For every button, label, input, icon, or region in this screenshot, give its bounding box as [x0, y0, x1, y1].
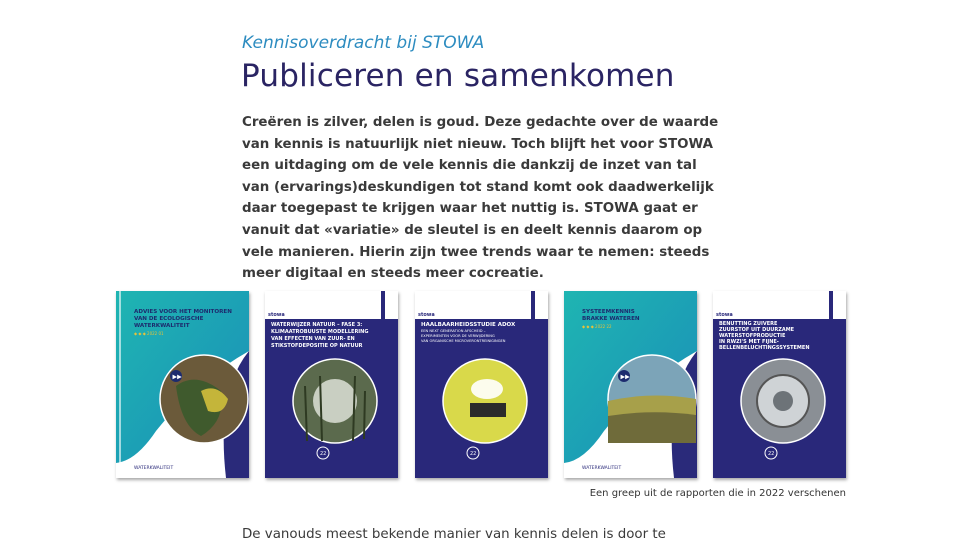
- svg-text:stowa: stowa: [268, 312, 285, 318]
- svg-text:BELLENBELUCHTINGSSYSTEMEN: BELLENBELUCHTINGSSYSTEMEN: [719, 345, 810, 351]
- svg-text:22: 22: [320, 451, 327, 457]
- svg-text:WATERSTOFPRODUCTIE: WATERSTOFPRODUCTIE: [719, 333, 786, 339]
- covers-caption: Een greep uit de rapporten die in 2022 verschenen: [589, 488, 846, 499]
- section-kicker: Kennisoverdracht bij STOWA: [242, 33, 485, 53]
- svg-text:STIKSTOFDEPOSITIE OP NATUUR: STIKSTOFDEPOSITIE OP NATUUR: [271, 343, 363, 349]
- svg-text:22: 22: [768, 451, 775, 457]
- svg-text:SYSTEEMKENNIS: SYSTEEMKENNIS: [582, 309, 635, 315]
- report-cover-2: [265, 291, 398, 478]
- cover-1-title-line: VAN DE ECOLOGISCHE: [134, 316, 204, 322]
- cover-1-title-line: WATERKWALITEIT: [134, 323, 190, 329]
- report-covers: [116, 291, 848, 481]
- svg-text:WATERKWALITEIT: WATERKWALITEIT: [134, 466, 174, 471]
- intro-paragraph: Creëren is zilver, delen is goud. Deze gedachte over de waarde van kennis is natuurlijk niet nieuw. Toch blijft het voor STOWA een uitdaging om de vele kennis die dankzij de inzet van tal van (ervarings)deskundigen tot stand komt ook daadwerkelijk daar toegepast te krijgen waar het nuttig is. STOWA gaat er vanuit dat «variatie» de sleutel is en deelt kennis daarom op vele manieren. Hierin zijn twee trends waar te nemen: steeds meer digitaal en steeds meer cocreatie.: [242, 115, 719, 282]
- svg-text:BRAKKE WATEREN: BRAKKE WATEREN: [582, 316, 640, 322]
- continuation-paragraph: De vanouds meest bekende manier van kennis delen is door te: [242, 527, 666, 542]
- cover-1-title-line: ADVIES VOOR HET MONITOREN: [134, 309, 232, 315]
- svg-text:VAN EFFECTEN VAN ZUUR- EN: VAN EFFECTEN VAN ZUUR- EN: [271, 336, 355, 342]
- svg-text:HAALBAARHEIDSSTUDIE ADOX: HAALBAARHEIDSSTUDIE ADOX: [421, 322, 516, 328]
- report-cover-3: [415, 291, 548, 478]
- svg-text:VAN ORGANISCHE MICROVERONTREIN: VAN ORGANISCHE MICROVERONTREINIGINGEN: [421, 339, 506, 343]
- svg-text:EEN NEXT GENERATION AFSCHEID –: EEN NEXT GENERATION AFSCHEID –: [421, 329, 486, 333]
- svg-text:ZUURSTOF UIT DUURZAME: ZUURSTOF UIT DUURZAME: [719, 327, 795, 333]
- report-cover-1: [116, 291, 249, 478]
- svg-text:◆ ◆ ◆ 2022 22: ◆ ◆ ◆ 2022 22: [582, 324, 612, 329]
- svg-text:EXPERIMENTEN VOOR DE VERWIJDER: EXPERIMENTEN VOOR DE VERWIJDERING: [421, 334, 495, 338]
- svg-text:WATERWIJZER NATUUR – FASE 3:: WATERWIJZER NATUUR – FASE 3:: [271, 322, 363, 328]
- svg-text:WATERKWALITEIT: WATERKWALITEIT: [582, 466, 622, 471]
- report-cover-4: [564, 291, 697, 478]
- svg-text:22: 22: [470, 451, 477, 457]
- svg-text:stowa: stowa: [716, 312, 733, 318]
- page-title: Publiceren en samenkomen: [241, 58, 675, 94]
- svg-text:stowa: stowa: [418, 312, 435, 318]
- cover-1-code: ◆ ◆ ◆ 2022 01: [134, 331, 164, 336]
- svg-text:IN RWZI'S MET FIJNE-: IN RWZI'S MET FIJNE-: [719, 339, 779, 345]
- svg-text:▶▶: ▶▶: [620, 373, 630, 381]
- svg-text:▶▶: ▶▶: [172, 373, 182, 381]
- svg-text:KLIMAATROBUUSTE MODELLERING: KLIMAATROBUUSTE MODELLERING: [271, 329, 369, 335]
- svg-text:BENUTTING ZUIVERE: BENUTTING ZUIVERE: [719, 321, 778, 327]
- report-cover-5: [713, 291, 846, 478]
